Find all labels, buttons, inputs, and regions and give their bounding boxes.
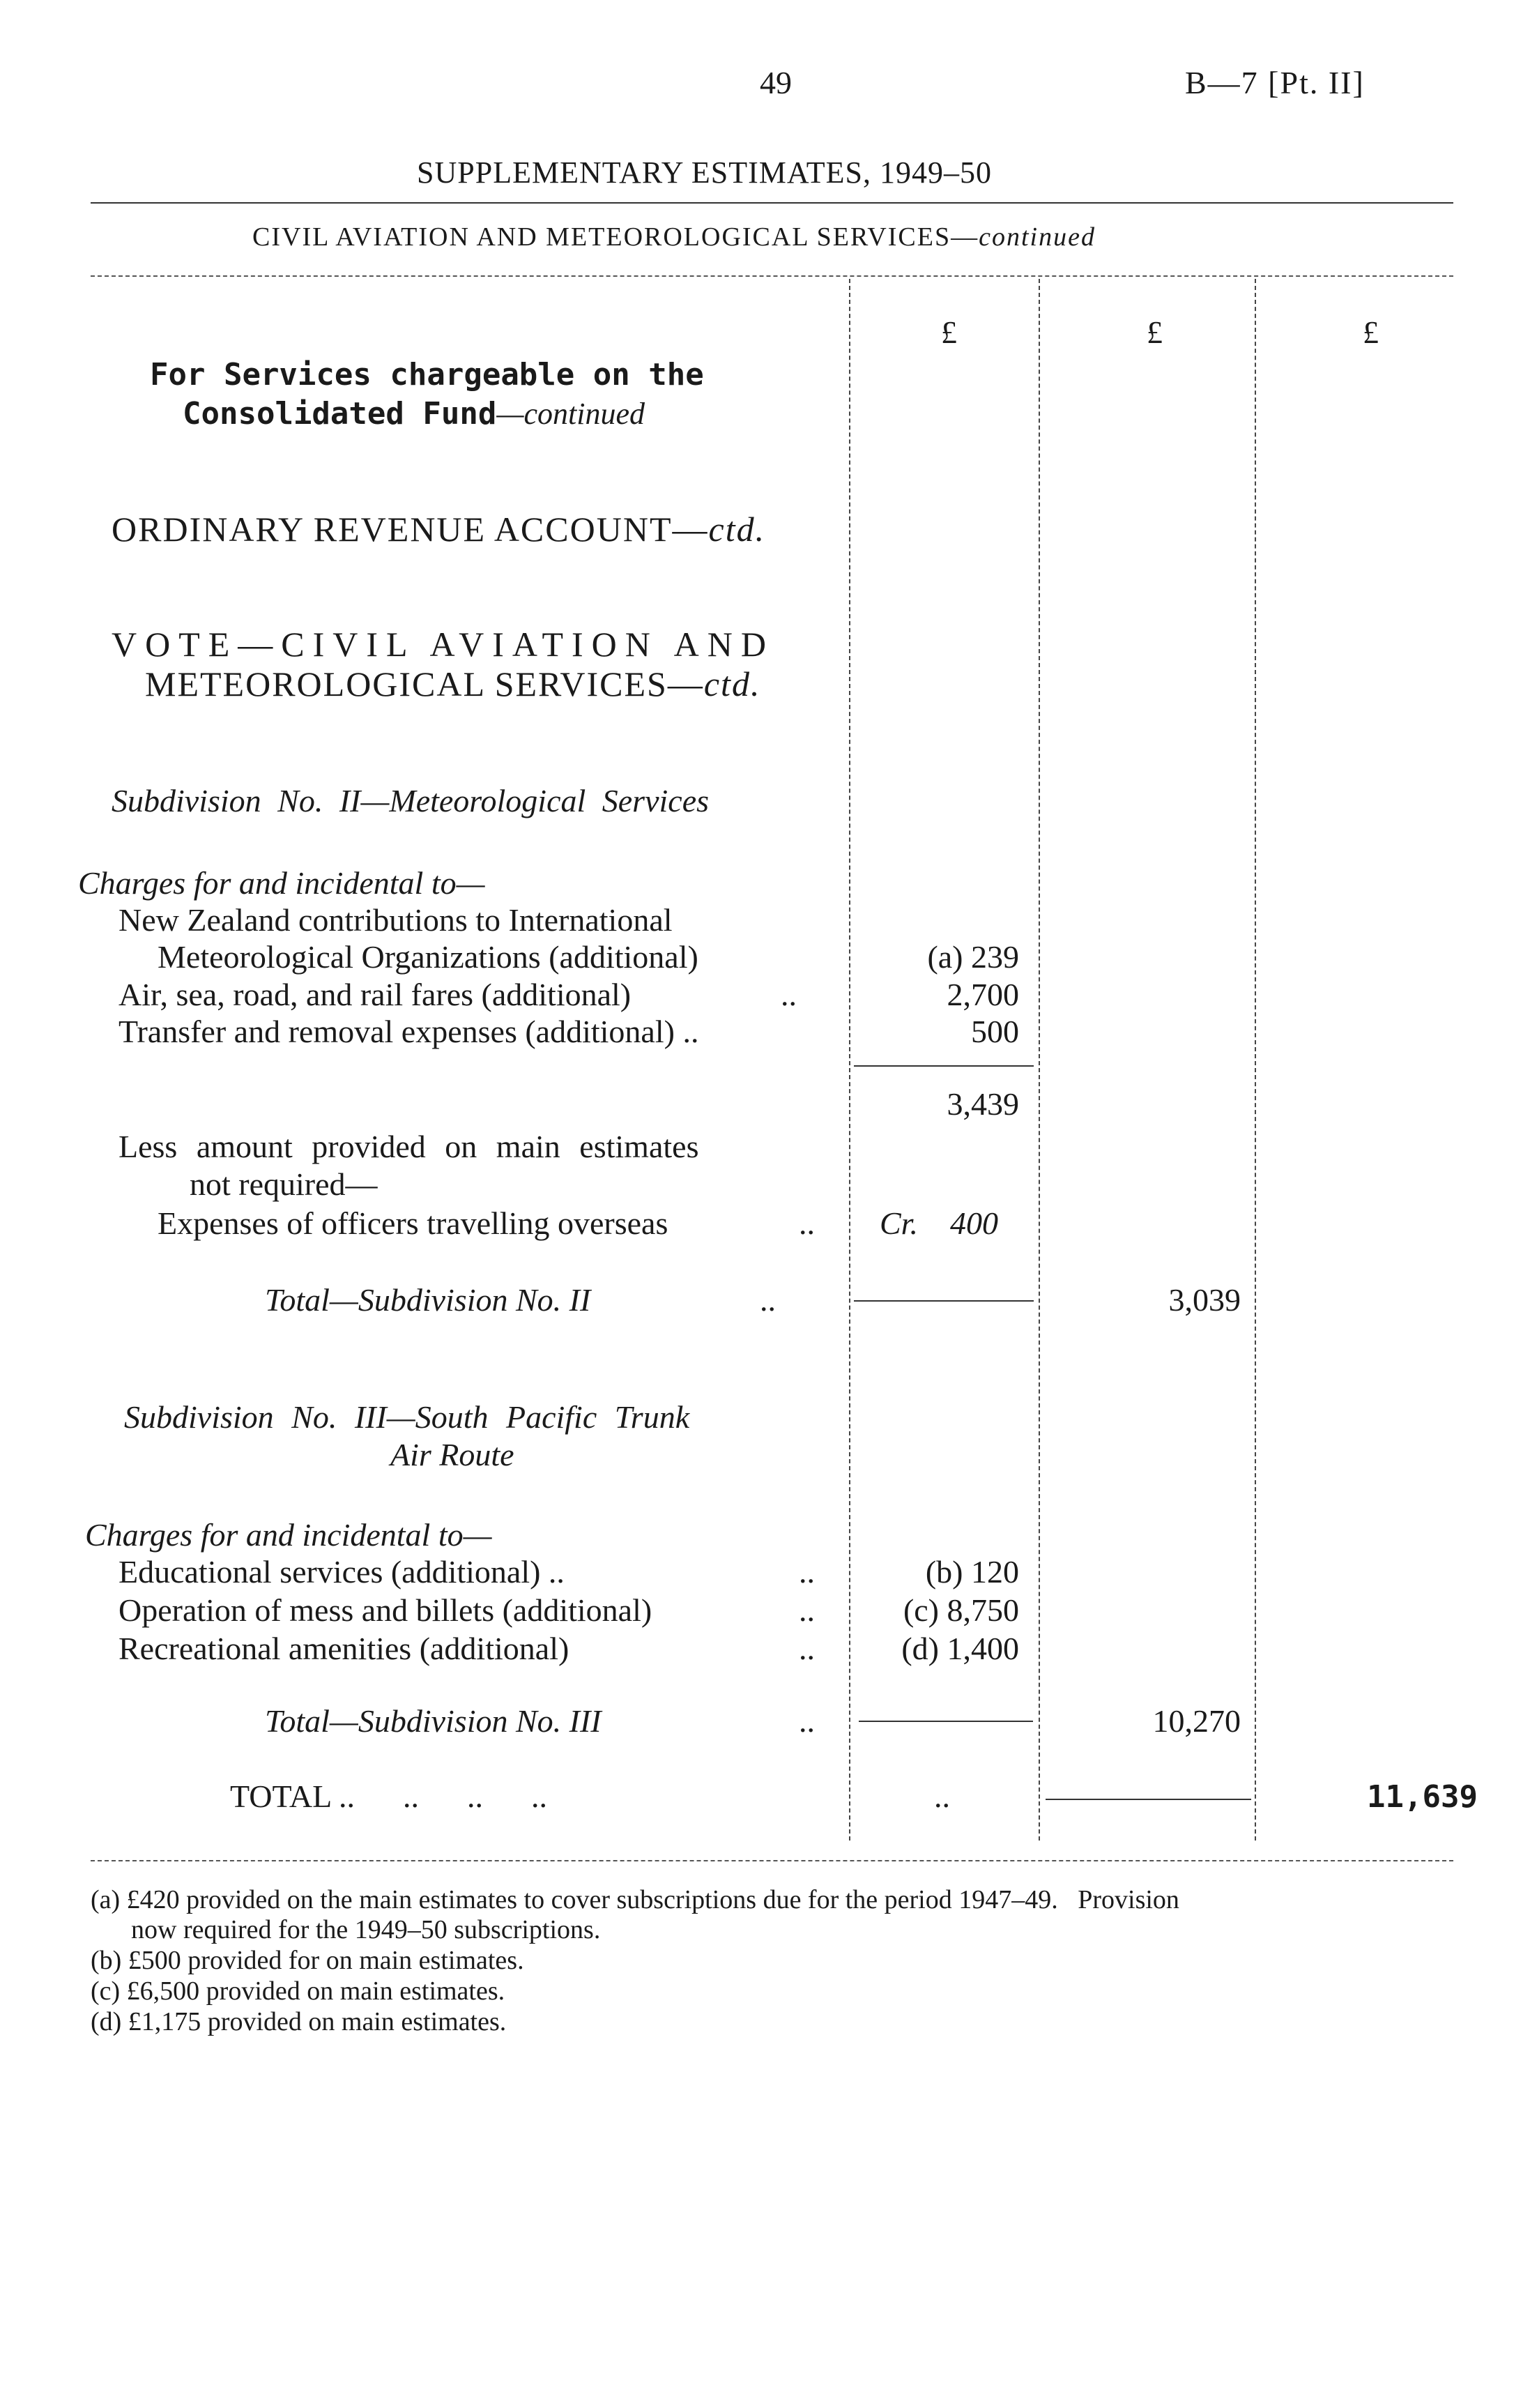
grand-total-label: TOTAL .. .. .. .. <box>230 1778 548 1814</box>
subdivision-2-total-value: 3,039 <box>1168 1282 1241 1318</box>
subdivision-2-charges-heading: Charges for and incidental to— <box>78 865 485 901</box>
subdivision-3-item-2-value: (c) 8,750 <box>903 1592 1019 1628</box>
services-heading-line2 <box>183 396 645 432</box>
services-heading-fund: Consolidated Fund <box>183 396 497 432</box>
ordinary-revenue-heading <box>112 509 765 549</box>
grand-total-column-1: .. <box>934 1778 950 1814</box>
subdivision-3-item-3-value: (d) 1,400 <box>901 1631 1019 1666</box>
subdivision-2-item-1-line1: New Zealand contributions to International <box>118 902 673 938</box>
subdivision-2-less-item: Expenses of officers travelling overseas <box>158 1205 668 1241</box>
subdivision-2-title: Subdivision No. II—Meteorological Services <box>112 783 710 818</box>
subdivision-2-total-rule <box>854 1300 1034 1302</box>
subdivision-2-item-1-value: (a) 239 <box>927 939 1019 975</box>
column-divider-2 <box>1039 279 1040 1841</box>
column-divider-3 <box>1255 279 1256 1841</box>
grand-total-rule <box>1046 1799 1251 1800</box>
subdivision-2-item-2-dots: .. <box>781 977 797 1012</box>
subdivision-2-item-2-label: Air, sea, road, and rail fares (additional) <box>118 977 632 1012</box>
subdivision-3-total-dots: .. <box>799 1703 815 1739</box>
footnote-b: (b) £500 provided for on main estimates. <box>91 1946 524 1975</box>
subdivision-3-item-1-label: Educational services (additional) .. <box>118 1554 565 1590</box>
subdivision-3-charges-heading: Charges for and incidental to— <box>85 1517 492 1553</box>
footnote-a-line2: now required for the 1949–50 subscriptions. <box>131 1915 601 1944</box>
subdivision-3-item-2-dots: .. <box>799 1592 815 1628</box>
subdivision-2-item-3-value: 500 <box>971 1014 1019 1049</box>
column-currency-3: £ <box>1363 314 1379 350</box>
subdivision-2-less-line1: Less amount provided on main estimates <box>118 1129 699 1164</box>
subtitle-continued: continued <box>979 222 1096 252</box>
subdivision-3-item-2-label: Operation of mess and billets (additional) <box>118 1592 652 1628</box>
subdivision-3-item-3-dots: .. <box>799 1631 815 1666</box>
header-rule <box>91 202 1453 204</box>
column-divider-1 <box>849 279 850 1841</box>
subdivision-2-less-dots: .. <box>799 1205 815 1241</box>
vote-heading-line2 <box>145 664 760 704</box>
subdivision-2-item-3-label: Transfer and removal expenses (additional) .. <box>118 1014 699 1049</box>
subtitle-text: CIVIL AVIATION AND METEOROLOGICAL SERVICES— <box>252 222 979 252</box>
subdivision-2-subtotal-rule <box>854 1065 1034 1067</box>
subdivision-2-subtotal: 3,439 <box>947 1086 1019 1122</box>
vote-heading-text: METEOROLOGICAL SERVICES— <box>145 664 704 703</box>
subdivision-2-total-label: Total—Subdivision No. II <box>265 1282 591 1318</box>
subdivision-3-item-3-label: Recreational amenities (additional) <box>118 1631 569 1666</box>
subdivision-3-title-line1: Subdivision No. III—South Pacific Trunk <box>124 1399 690 1435</box>
services-heading-continued: —continued <box>496 397 645 431</box>
ordinary-revenue-ctd: ctd. <box>708 510 766 549</box>
grand-total-value: 11,639 <box>1367 1779 1478 1815</box>
footnote-rule <box>91 1860 1453 1861</box>
page-number: 49 <box>760 65 792 100</box>
services-heading-line1: For Services chargeable on the <box>150 357 704 393</box>
vote-heading-ctd: ctd. <box>703 664 761 703</box>
subdivision-2-less-line2: not required— <box>190 1166 378 1202</box>
footnote-c: (c) £6,500 provided on main estimates. <box>91 1976 505 2006</box>
subdivision-3-title-line2: Air Route <box>390 1437 514 1472</box>
subdivision-2-item-2-value: 2,700 <box>947 977 1019 1012</box>
document-title: SUPPLEMENTARY ESTIMATES, 1949–50 <box>417 155 993 190</box>
subdivision-2-less-value: Cr. 400 <box>880 1205 998 1241</box>
table-top-rule <box>91 275 1453 277</box>
subdivision-2-total-dots: .. <box>760 1282 776 1318</box>
footnote-d: (d) £1,175 provided on main estimates. <box>91 2007 507 2036</box>
vote-heading-line1: VOTE—CIVIL AVIATION AND <box>112 625 774 664</box>
section-subtitle <box>252 222 1096 252</box>
footnote-a-line1: (a) £420 provided on the main estimates to cover subscriptions due for the period 1947–49. Provision <box>91 1885 1179 1914</box>
subdivision-3-total-value: 10,270 <box>1152 1703 1241 1739</box>
subdivision-2-item-1-line2: Meteorological Organizations (additional) <box>158 939 698 975</box>
document-reference: B—7 [Pt. II] <box>1185 65 1365 100</box>
ordinary-revenue-text: ORDINARY REVENUE ACCOUNT— <box>112 510 709 549</box>
subdivision-3-item-1-dots: .. <box>799 1554 815 1590</box>
column-currency-2: £ <box>1147 314 1163 350</box>
column-currency-1: £ <box>941 314 957 350</box>
subdivision-3-item-1-value: (b) 120 <box>925 1554 1019 1590</box>
subdivision-3-total-label: Total—Subdivision No. III <box>265 1703 602 1739</box>
subdivision-3-total-rule <box>859 1721 1033 1722</box>
